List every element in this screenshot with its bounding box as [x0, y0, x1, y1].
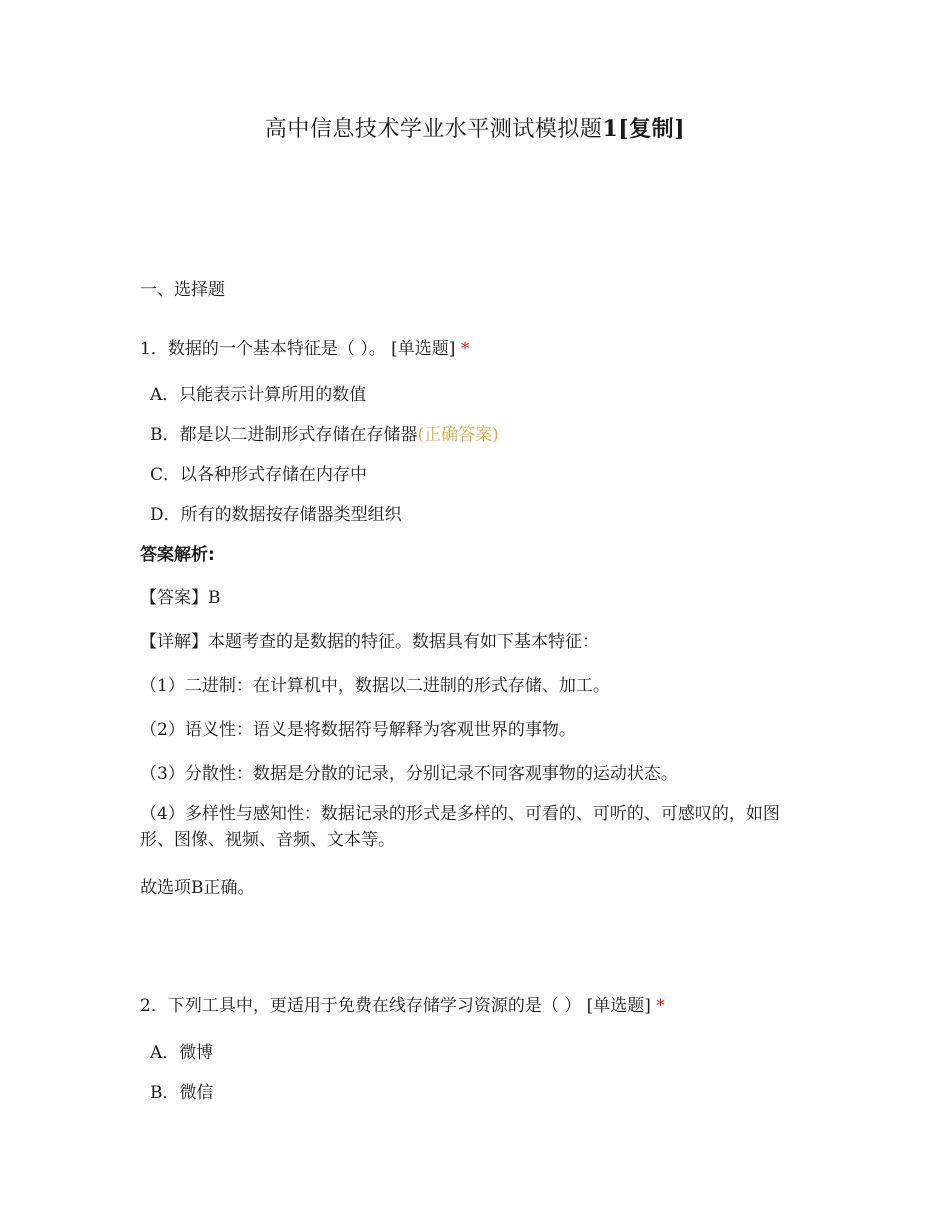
required-marker: * — [460, 339, 470, 359]
point-4: （4）多样性与感知性：数据记录的形式是多样的、可看的、可听的、可感叹的，如图形、图像、视频、音频、文本等。 — [140, 804, 780, 850]
section-heading: 一、选择题 — [140, 280, 225, 300]
question-2-option-a[interactable]: A．微博 — [150, 1043, 214, 1063]
page-title — [0, 112, 950, 143]
question-1-option-d[interactable]: D．所有的数据按存储器类型组织 — [150, 505, 402, 525]
title-main: 高中信息技术学业水平测试模拟题 — [264, 117, 603, 142]
question-2-text: 2．下列工具中，更适用于免费在线存储学习资源的是（ ） [单选题] — [140, 996, 651, 1016]
title-tag: [复制] — [618, 116, 686, 142]
question-1-option-b[interactable] — [150, 420, 499, 445]
question-1-text: 1．数据的一个基本特征是（ ）。 [单选题] — [140, 339, 456, 359]
point-2: （2）语义性：语义是将数据符号解释为客观世界的事物。 — [140, 720, 576, 740]
question-2-option-b[interactable]: B．微信 — [150, 1083, 214, 1103]
conclusion-line: 故选项B正确。 — [140, 878, 255, 898]
analysis-label: 答案解析: — [140, 545, 215, 565]
question-2-stem — [140, 991, 665, 1016]
option-b-text: B．都是以二进制形式存储在存储器 — [150, 425, 418, 445]
question-1-option-a[interactable]: A．只能表示计算所用的数值 — [150, 385, 367, 405]
question-1-stem — [140, 334, 469, 359]
title-number: 1 — [602, 116, 619, 142]
answer-line: 【答案】B — [140, 588, 221, 608]
point-3: （3）分散性：数据是分散的记录，分别记录不同客观事物的运动状态。 — [140, 764, 678, 784]
correct-answer-tag: (正确答案) — [417, 425, 499, 445]
question-1-option-c[interactable]: C．以各种形式存储在内存中 — [150, 465, 368, 485]
point-1: （1）二进制：在计算机中，数据以二进制的形式存储、加工。 — [140, 676, 610, 696]
detail-line: 【详解】本题考查的是数据的特征。数据具有如下基本特征： — [140, 632, 599, 652]
required-marker: * — [656, 996, 665, 1016]
